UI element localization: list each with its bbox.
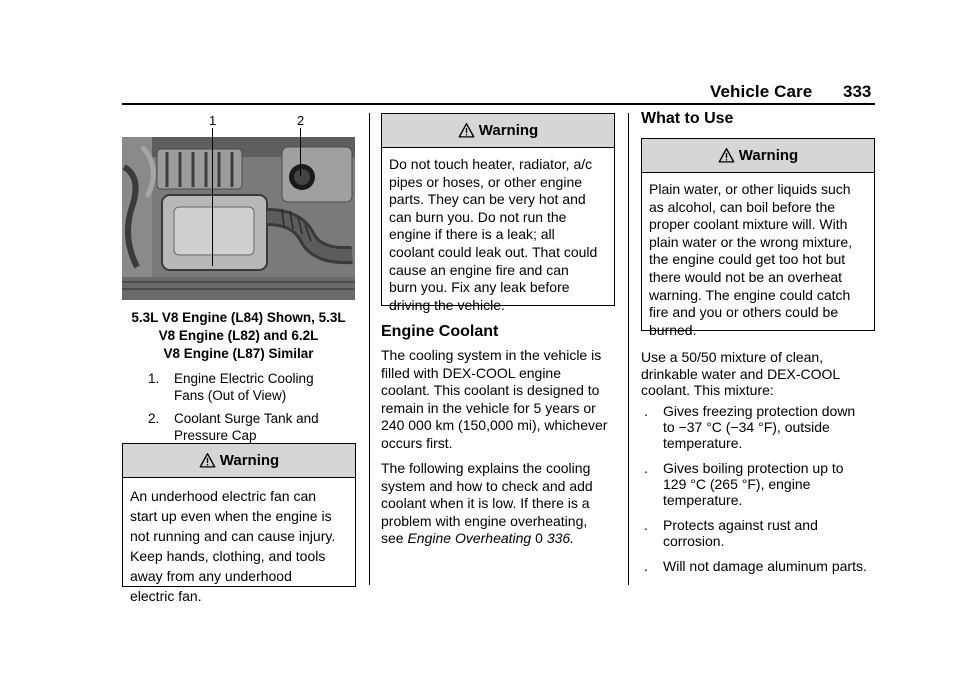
text-line: temperature. [663, 435, 743, 451]
column-divider-left [369, 113, 370, 585]
legend-text: Pressure Cap [174, 428, 257, 443]
callout-2: 2 [297, 113, 305, 128]
figure-legend [148, 370, 358, 450]
warning-header [642, 139, 874, 173]
callout-1: 1 [209, 113, 217, 128]
section-title: Vehicle Care [710, 82, 813, 101]
header-rule [122, 103, 875, 105]
list-item [640, 403, 880, 451]
warning-line: away from any underhood [130, 568, 292, 584]
legend-text: Engine Electric Cooling [174, 371, 314, 386]
text-line: The cooling system in the vehicle is [381, 347, 602, 363]
text-line: coolant. This mixture: [641, 382, 774, 398]
text-line: drinkable water and DEX-COOL [641, 365, 841, 382]
text-line: problem with engine overheating, [381, 512, 588, 529]
list-item [640, 517, 880, 549]
paragraph [381, 460, 621, 548]
warning-line: Plain water, or other liquids such [649, 181, 851, 197]
legend-text: Coolant Surge Tank and [174, 411, 319, 426]
warning-title: Warning [478, 122, 539, 139]
warning-box-plain-water [641, 138, 875, 338]
callout-2-leader [300, 128, 301, 176]
text-line: 240 000 km (150,000 mi), whichever [381, 417, 608, 433]
text-line: Gives boiling protection up to [663, 460, 844, 476]
page-ref-number[interactable]: 336. [546, 530, 575, 546]
bullet-marker: . [644, 403, 648, 419]
warning-line: the engine could get too hot but [649, 251, 846, 268]
bullet-marker: . [644, 460, 648, 476]
bullet-marker: . [644, 558, 648, 574]
engine-overheating-link[interactable]: Engine Overheating [407, 530, 532, 546]
text-line: remain in the vehicle for 5 years or [381, 399, 596, 416]
warning-box-fan [122, 443, 356, 604]
warning-text [123, 478, 355, 612]
engine-compartment-image [122, 137, 355, 300]
text-line: occurs first. [381, 434, 453, 451]
list-item [640, 460, 880, 508]
warning-header [123, 444, 355, 478]
caption-line: V8 Engine (L82) and 6.2L [158, 328, 319, 343]
engine-coolant-body [381, 347, 621, 556]
warning-triangle-icon [458, 122, 475, 139]
legend-item [148, 370, 358, 404]
warning-line: proper coolant mixture will. With [649, 216, 848, 233]
text-line: coolant when it is low. If there is a [381, 495, 590, 511]
bullet-marker: . [644, 517, 648, 533]
warning-line: can burn you. Do not run the [389, 208, 567, 225]
warning-title: Warning [738, 147, 799, 164]
warning-line: coolant could leak out. That could [389, 243, 598, 260]
legend-text: Fans (Out of View) [174, 388, 287, 403]
warning-line: start up even when the engine is [130, 508, 332, 524]
warning-line: An underhood electric fan can [130, 488, 317, 504]
legend-number: 2. [148, 411, 160, 426]
text-line: to −37 °C (−34 °F), outside [663, 419, 830, 435]
callout-1-leader [212, 128, 213, 266]
warning-line: burn you. Fix any leak before [389, 279, 570, 296]
column-divider-right [628, 113, 629, 585]
text-line: filled with DEX-COOL engine [381, 364, 562, 381]
warning-line: cause an engine fire and can [389, 261, 569, 278]
warning-line: Keep hands, clothing, and tools [130, 548, 326, 564]
mixture-benefits-list [640, 403, 880, 583]
text-line: Gives freezing protection down [663, 403, 856, 419]
text-line: The following explains the cooling [381, 460, 591, 476]
text-line: Protects against rust and [663, 517, 818, 533]
warning-line: engine if there is a leak; all [389, 226, 555, 243]
legend-item [148, 410, 358, 444]
warning-line: as alcohol, can boil before the [649, 198, 836, 215]
warning-line: electric fan. [130, 588, 202, 604]
warning-line: pipes or hoses, or other engine [389, 173, 583, 190]
warning-line: fire and you or others could be [649, 304, 839, 321]
engine-coolant-heading: Engine Coolant [381, 323, 499, 340]
warning-line: not running and can cause injury. [130, 528, 336, 544]
warning-title: Warning [219, 452, 280, 469]
legend-number: 1. [148, 371, 160, 386]
text-line: coolant. This coolant is designed to [381, 382, 600, 398]
warning-box-hot-parts [381, 113, 615, 313]
figure-caption [122, 309, 355, 363]
warning-line: burned. [649, 321, 697, 338]
page-ref-symbol: 0 [535, 530, 543, 546]
text-line: 129 °C (265 °F), engine [663, 476, 811, 492]
list-item [640, 558, 880, 574]
text-line: corrosion. [663, 533, 725, 549]
warning-line: driving the vehicle. [389, 296, 505, 313]
warning-triangle-icon [718, 147, 735, 164]
text-line: Use a 50/50 mixture of clean, [641, 349, 824, 365]
warning-text [382, 148, 614, 320]
engine-illustration [122, 137, 355, 300]
see-text: see [381, 530, 404, 546]
warning-line: plain water or the wrong mixture, [649, 233, 853, 250]
text-line: temperature. [663, 492, 743, 508]
warning-triangle-icon [199, 452, 216, 469]
warning-header [382, 114, 614, 148]
text-line: system and how to check and add [381, 477, 593, 494]
warning-line: warning. The engine could catch [649, 286, 851, 303]
warning-text [642, 173, 874, 345]
paragraph [381, 347, 621, 452]
warning-line: Do not touch heater, radiator, a/c [389, 156, 593, 172]
warning-line: parts. They can be very hot and [389, 191, 586, 208]
page-number: 333 [843, 82, 872, 101]
what-to-use-heading: What to Use [641, 110, 734, 127]
caption-line: 5.3L V8 Engine (L84) Shown, 5.3L [131, 310, 346, 325]
text-line: Will not damage aluminum parts. [663, 558, 867, 574]
warning-line: there would not be an overheat [649, 268, 843, 285]
what-to-use-intro [641, 349, 881, 399]
caption-line: V8 Engine (L87) Similar [163, 346, 314, 361]
